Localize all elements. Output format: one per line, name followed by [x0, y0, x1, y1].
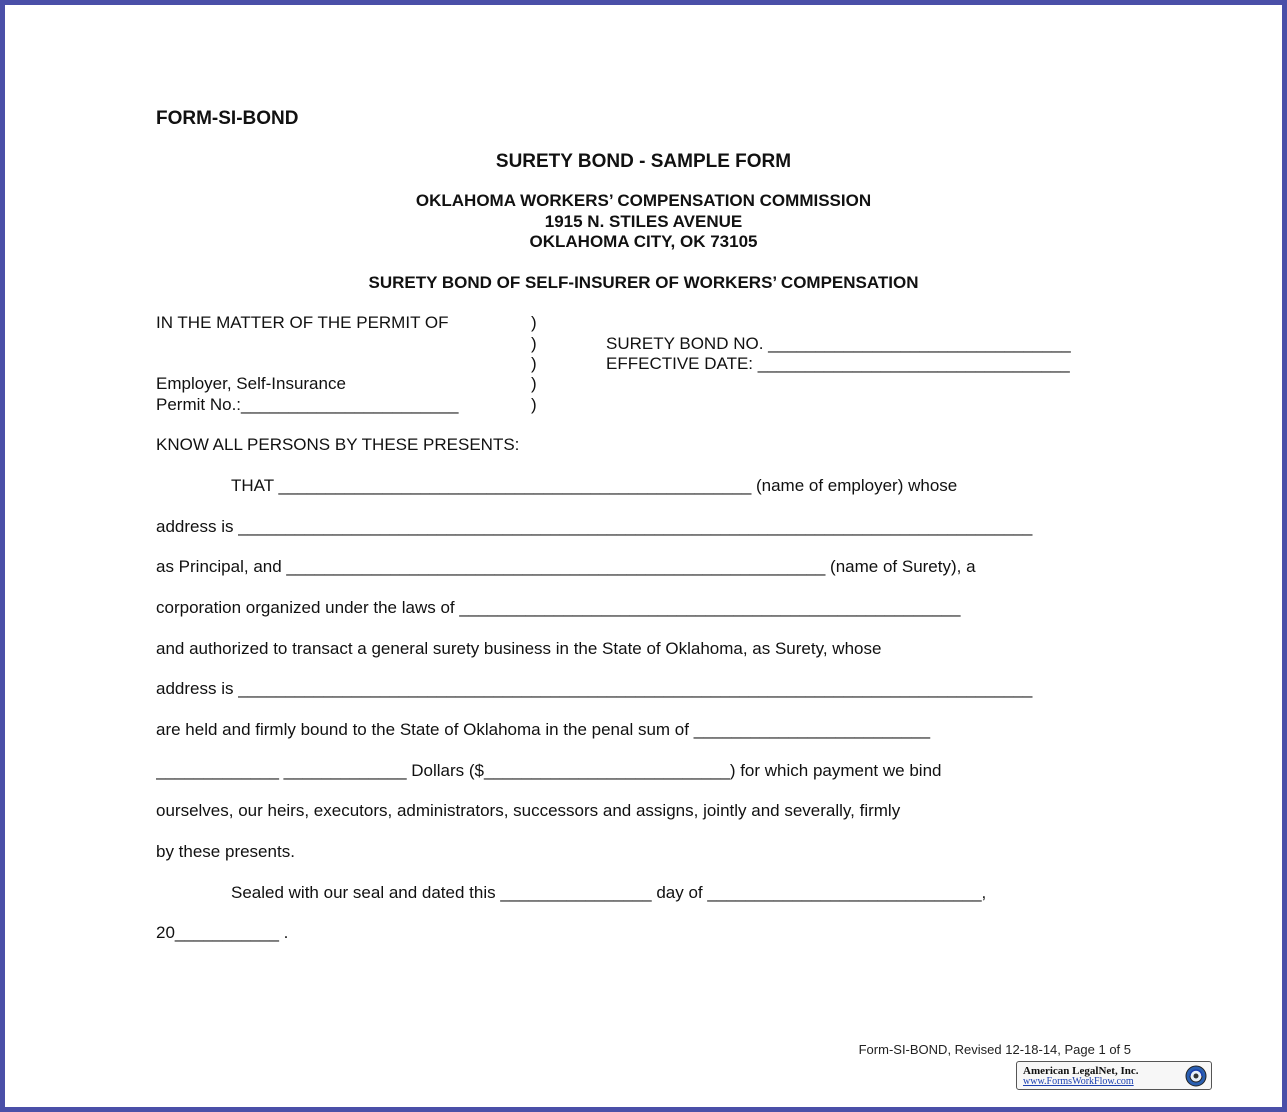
bond-subtitle: SURETY BOND OF SELF-INSURER OF WORKERS’ COMPENSATION	[368, 273, 919, 292]
page-footer: Form-SI-BOND, Revised 12-18-14, Page 1 of 5	[858, 1042, 1131, 1057]
body-line-surety-address[interactable]: address is ____________________________________________________________________________________	[156, 679, 1033, 698]
know-all-heading: KNOW ALL PERSONS BY THESE PRESENTS:	[156, 435, 520, 454]
body-line-penal-sum[interactable]: are held and firmly bound to the State of Oklahoma in the penal sum of _________________________	[156, 720, 931, 739]
form-code: FORM-SI-BOND	[156, 108, 299, 129]
body-line-address[interactable]: address is ____________________________________________________________________________________	[156, 517, 1033, 536]
body-line-corporation[interactable]: corporation organized under the laws of _____________________________________________________	[156, 598, 961, 617]
globe-icon	[1185, 1065, 1207, 1087]
surety-bond-no-field[interactable]: SURETY BOND NO. ________________________________	[606, 334, 1071, 353]
caption-paren: )	[531, 395, 537, 414]
agency-city: OKLAHOMA CITY, OK 73105	[529, 232, 758, 251]
body-line-surety[interactable]: as Principal, and _________________________________________________________ (name of Surety), a	[156, 557, 976, 576]
document	[156, 0, 1131, 1000]
logo-name: American LegalNet, Inc.	[1023, 1065, 1139, 1077]
form-title: SURETY BOND - SAMPLE FORM	[495, 151, 792, 172]
body-line-presents: by these presents.	[156, 842, 295, 861]
body-line-authorized: and authorized to transact a general surety business in the State of Oklahoma, as Surety, whose	[156, 639, 882, 658]
agency-street: 1915 N. STILES AVENUE	[544, 212, 743, 231]
body-line-sealed[interactable]: Sealed with our seal and dated this ________________ day of _____________________________,	[231, 883, 987, 902]
permit-no-field[interactable]: Permit No.:_______________________	[156, 395, 459, 414]
caption-paren: )	[531, 354, 537, 373]
american-legalnet-logo[interactable]	[1016, 1061, 1212, 1090]
body-line-year[interactable]: 20___________ .	[156, 923, 289, 942]
employer-label: Employer, Self-Insurance	[156, 374, 346, 393]
logo-url[interactable]: www.FormsWorkFlow.com	[1023, 1076, 1134, 1087]
matter-label: IN THE MATTER OF THE PERMIT OF	[156, 313, 449, 332]
body-line-dollars[interactable]: _____________ _____________ Dollars ($__________________________) for which payment we bind	[156, 761, 942, 780]
agency-name: OKLAHOMA WORKERS’ COMPENSATION COMMISSION	[415, 191, 872, 210]
body-line-ourselves: ourselves, our heirs, executors, administrators, successors and assigns, jointly and severally, firmly	[156, 801, 901, 820]
caption-paren: )	[531, 374, 537, 393]
caption-paren: )	[531, 313, 537, 332]
body-line-employer[interactable]: THAT __________________________________________________ (name of employer) whose	[231, 476, 958, 495]
caption-paren: )	[531, 334, 537, 353]
effective-date-field[interactable]: EFFECTIVE DATE: _________________________________	[606, 354, 1070, 373]
